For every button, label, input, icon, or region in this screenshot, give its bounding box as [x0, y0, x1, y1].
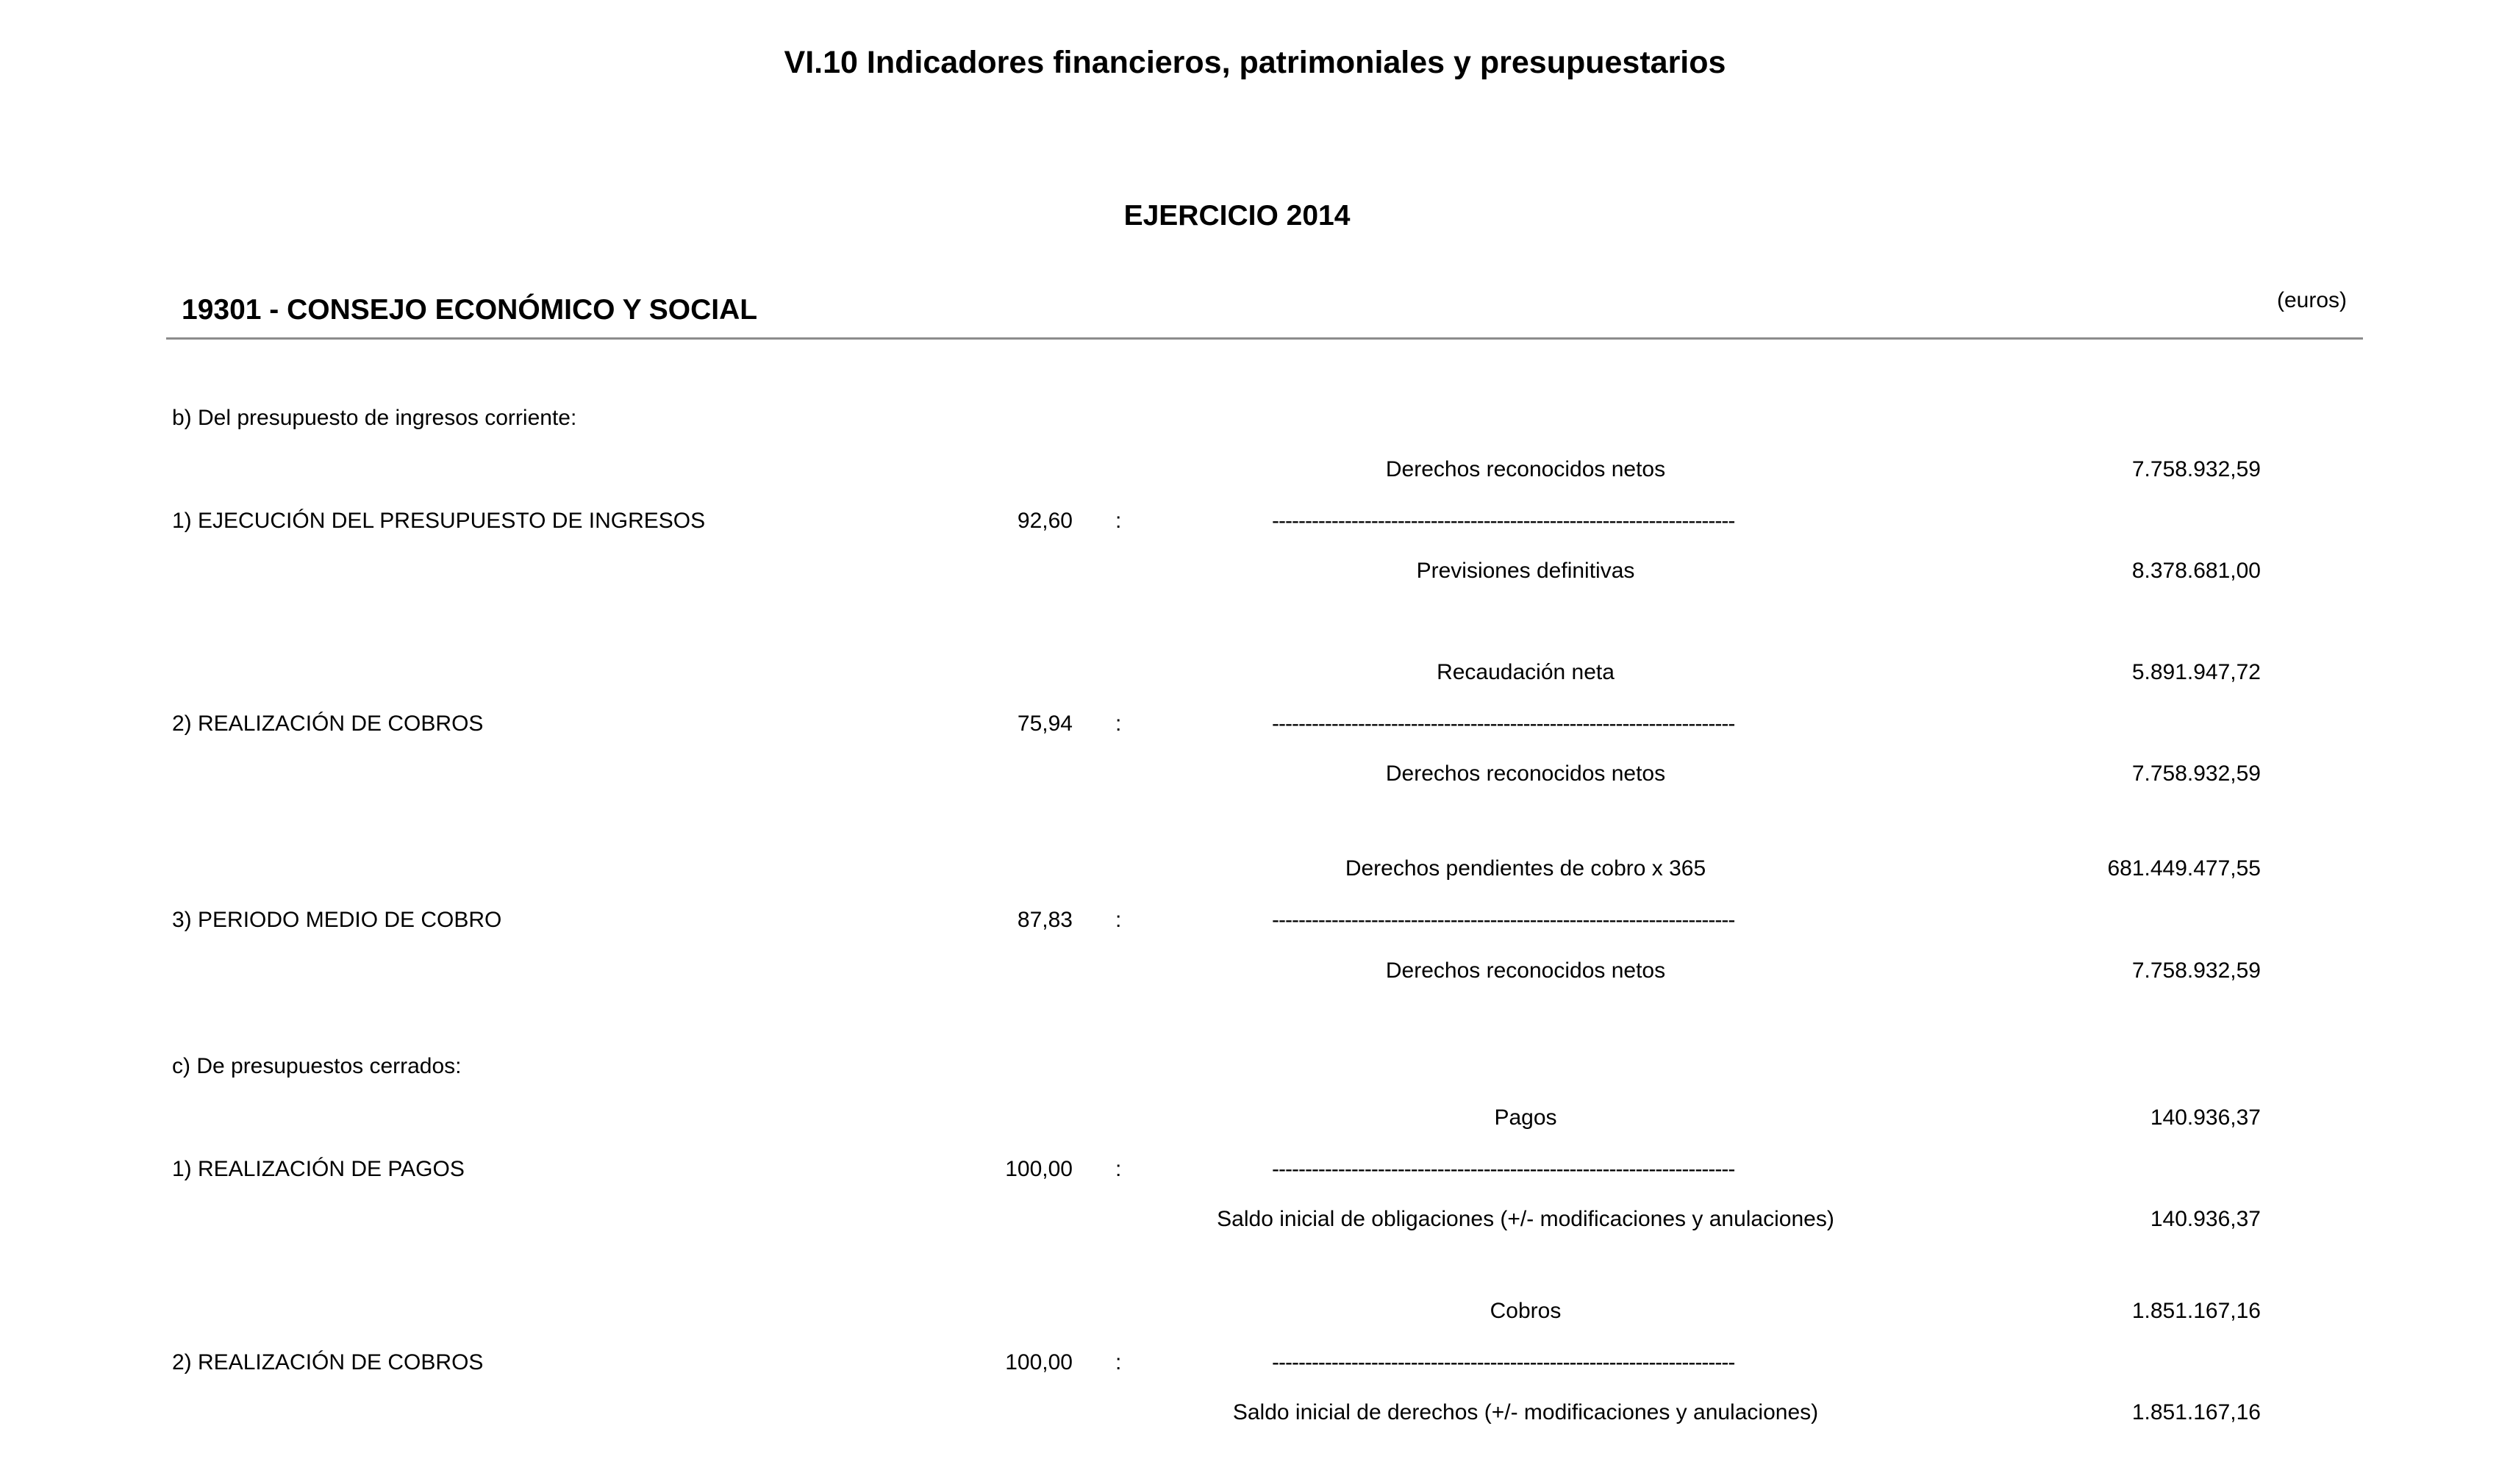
- fraction-line: ----------------------------------------------------------------------: [1272, 1157, 1735, 1181]
- denominator-amount: 7.758.932,59: [2131, 761, 2261, 786]
- numerator-amount: 140.936,37: [2150, 1105, 2261, 1130]
- fiscal-year-heading: EJERCICIO 2014: [1123, 200, 1351, 232]
- indicator-colon: :: [1115, 1157, 1122, 1181]
- section-heading: b) Del presupuesto de ingresos corriente:: [172, 406, 577, 430]
- indicator-colon: :: [1115, 908, 1122, 932]
- numerator-label: Derechos pendientes de cobro x 365: [1345, 856, 1706, 881]
- header-divider: [166, 337, 2363, 340]
- indicator-value: 87,83: [1017, 908, 1073, 932]
- fraction-line: ----------------------------------------------------------------------: [1272, 509, 1735, 533]
- numerator-label: Derechos reconocidos netos: [1385, 457, 1666, 481]
- fraction-line: ----------------------------------------------------------------------: [1272, 711, 1735, 736]
- denominator-amount: 140.936,37: [2150, 1207, 2261, 1231]
- indicator-value: 100,00: [1005, 1350, 1073, 1374]
- denominator-label: Saldo inicial de derechos (+/- modificaciones y anulaciones): [1232, 1400, 1819, 1424]
- page-title: VI.10 Indicadores financieros, patrimoniales y presupuestarios: [784, 45, 1726, 80]
- denominator-label: Saldo inicial de obligaciones (+/- modificaciones y anulaciones): [1217, 1207, 1834, 1231]
- indicator-label: 1) REALIZACIÓN DE PAGOS: [172, 1157, 465, 1181]
- denominator-label: Derechos reconocidos netos: [1385, 958, 1666, 983]
- numerator-amount: 681.449.477,55: [2107, 856, 2261, 881]
- indicator-value: 92,60: [1017, 509, 1073, 533]
- indicator-label: 2) REALIZACIÓN DE COBROS: [172, 711, 484, 736]
- denominator-label: Previsiones definitivas: [1416, 559, 1635, 583]
- indicator-label: 1) EJECUCIÓN DEL PRESUPUESTO DE INGRESOS: [172, 509, 706, 533]
- indicator-value: 75,94: [1017, 711, 1073, 736]
- section-heading: c) De presupuestos cerrados:: [172, 1054, 462, 1078]
- denominator-amount: 7.758.932,59: [2131, 958, 2261, 983]
- entity-heading: 19301 - CONSEJO ECONÓMICO Y SOCIAL: [182, 294, 758, 326]
- numerator-label: Pagos: [1494, 1105, 1557, 1130]
- indicator-label: 2) REALIZACIÓN DE COBROS: [172, 1350, 484, 1374]
- fraction-line: ----------------------------------------------------------------------: [1272, 1350, 1735, 1374]
- indicator-colon: :: [1115, 1350, 1122, 1374]
- numerator-label: Cobros: [1490, 1299, 1562, 1323]
- indicator-value: 100,00: [1005, 1157, 1073, 1181]
- numerator-label: Recaudación neta: [1437, 660, 1615, 684]
- numerator-amount: 7.758.932,59: [2131, 457, 2261, 481]
- indicator-label: 3) PERIODO MEDIO DE COBRO: [172, 908, 502, 932]
- units-label: (euros): [2276, 288, 2347, 312]
- denominator-amount: 8.378.681,00: [2131, 559, 2261, 583]
- indicator-colon: :: [1115, 509, 1122, 533]
- fraction-line: ----------------------------------------------------------------------: [1272, 908, 1735, 932]
- denominator-amount: 1.851.167,16: [2131, 1400, 2261, 1424]
- numerator-amount: 1.851.167,16: [2131, 1299, 2261, 1323]
- indicator-colon: :: [1115, 711, 1122, 736]
- denominator-label: Derechos reconocidos netos: [1385, 761, 1666, 786]
- numerator-amount: 5.891.947,72: [2131, 660, 2261, 684]
